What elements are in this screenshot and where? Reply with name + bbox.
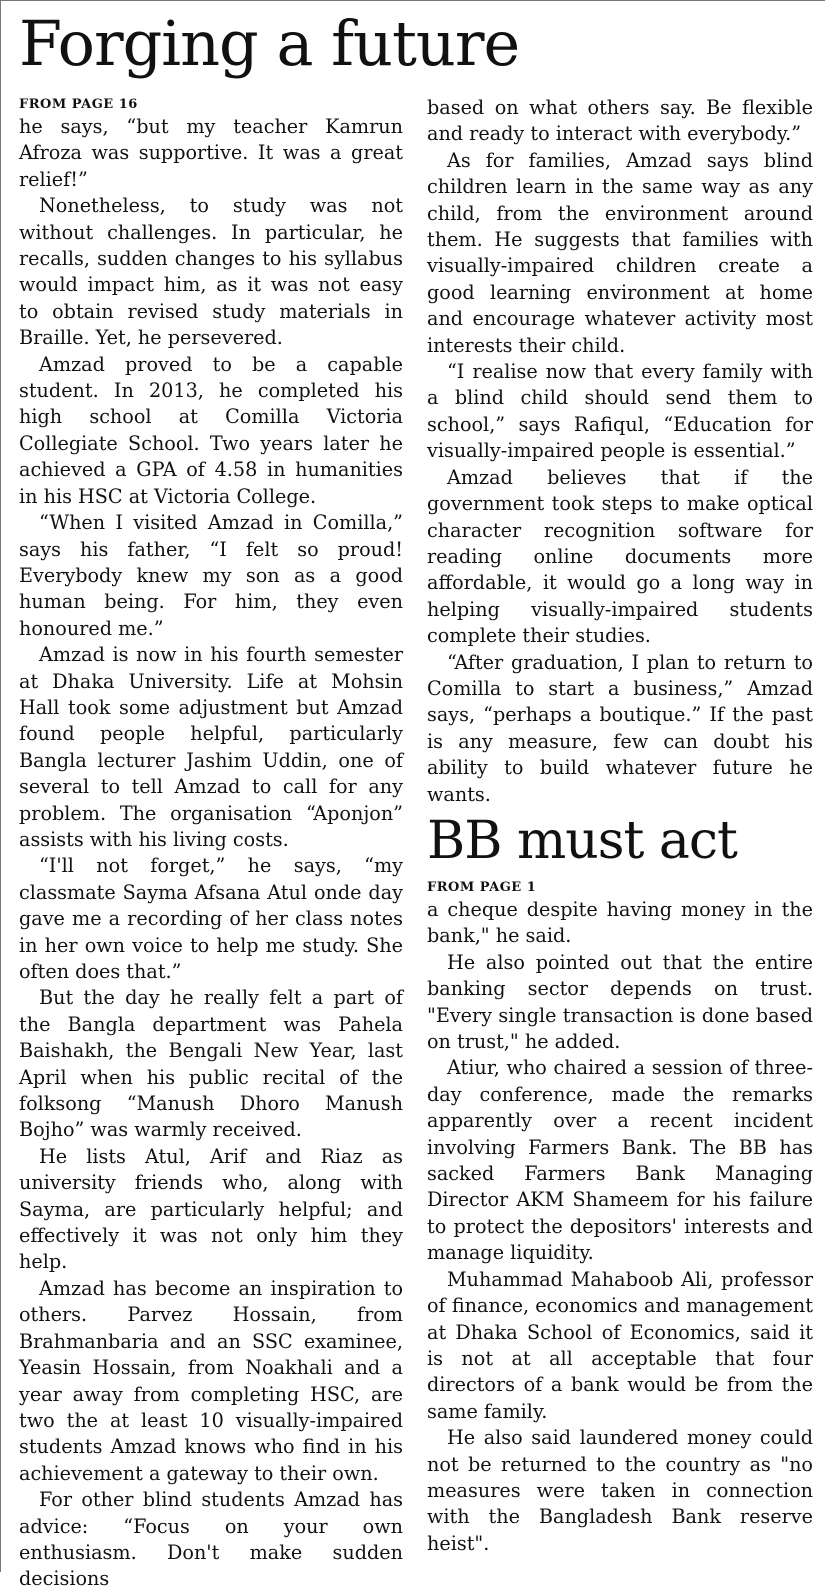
article-paragraph: He lists Atul, Arif and Riaz as university friends who, along with Sayma, are particularly helpful; and effectively it was not only him they help. (19, 1144, 403, 1274)
article-paragraph: he says, “but my teacher Kamrun Afroza was supportive. It was a great relief!” (19, 115, 403, 191)
article-paragraph: Amzad believes that if the government took steps to make optical character recognition software for reading online documents more affordable, it would go a long way in helping visually-impaired students complete their studies. (427, 465, 813, 648)
article-paragraph: “When I visited Amzad in Comilla,” says his father, “I felt so proud! Everybody knew my son as a good human being. For him, they even honoured me.” (19, 511, 403, 640)
article-paragraph: Amzad has become an inspiration to others. Parvez Hossain, from Brahmanbaria and an SSC examinee, Yeasin Hossain, from Noakhali and a year away from completing HSC, are two the at least 10 visually-impaired students Amzad knows who find in his achievement a gateway to their own. (19, 1276, 403, 1485)
article-paragraph: “I realise now that every family with a blind child should send them to school,” says Rafiqul, “Education for visually-impaired people is essential.” (427, 360, 813, 463)
article-paragraph: For other blind students Amzad has advice: “Focus on your own enthusiasm. Don't make sudden decisions (19, 1488, 403, 1591)
article-paragraph: But the day he really felt a part of the Bangla department was Pahela Baishakh, the Bengali New Year, last April when his public recital of the folksong “Manush Dhoro Manush Bojho” was warmly received. (19, 986, 403, 1142)
article-paragraph: a cheque despite having money in the bank," he said. (427, 898, 813, 948)
article-paragraph: He also said laundered money could not be returned to the country as "no measures were taken in connection with the Bangladesh Bank reserve heist". (427, 1426, 813, 1555)
story-headline-bb-must-act: BB must act (427, 811, 737, 871)
story-headline-forging-a-future: Forging a future (19, 7, 520, 80)
article-paragraph: “After graduation, I plan to return to Comilla to start a business,” Amzad says, “perhaps a boutique.” If the past is any measure, few can doubt his ability to build whatever future he wants. (427, 650, 813, 806)
story-column-left (19, 114, 403, 1591)
article-paragraph: Amzad is now in his fourth semester at Dhaka University. Life at Mohsin Hall took some adjustment but Amzad found people helpful, particularly Bangla lecturer Jashim Uddin, one of several to tell Amzad to call for any problem. The organisation “Aponjon” assists with his living costs. (19, 643, 403, 851)
story-column-bb (427, 897, 813, 1572)
article-paragraph: based on what others say. Be flexible and ready to interact with everybody.” (427, 96, 813, 146)
article-paragraph: Nonetheless, to study was not without challenges. In particular, he recalls, sudden changes to his syllabus would impact him, as it was not easy to obtain revised study materials in Braille. Yet, he persevered. (19, 194, 403, 350)
article-paragraph: “I'll not forget,” he says, “my classmate Sayma Afsana Atul onde day gave me a recording of her class notes in her own voice to help me study. She often does that.” (19, 854, 403, 983)
story-column-right (427, 95, 813, 811)
article-paragraph: Muhammad Mahaboob Ali, professor of finance, economics and management at Dhaka School of Economics, said it is not at all acceptable that four directors of a bank would be from the same family. (427, 1267, 813, 1423)
article-paragraph: Atiur, who chaired a session of three-day conference, made the remarks apparently over a recent incident involving Farmers Bank. The BB has sacked Farmers Bank Managing Director AKM Shameem for his failure to protect the depositors' interests and manage liquidity. (427, 1056, 813, 1265)
story-jump-line: FROM PAGE 1 (427, 880, 537, 895)
article-paragraph: He also pointed out that the entire banking sector depends on trust. "Every single transaction is done based on trust," he added. (427, 950, 813, 1054)
story-jump-line: FROM PAGE 16 (19, 97, 138, 112)
article-paragraph: Amzad proved to be a capable student. In 2013, he completed his high school at Comilla Victoria Collegiate School. Two years later he achieved a GPA of 4.58 in humanities in his HSC at Victoria College. (19, 352, 403, 508)
article-paragraph: As for families, Amzad says blind children learn in the same way as any child, from the environment around them. He suggests that families with visually-impaired children create a good learning environment at home and encourage whatever activity most interests their child. (427, 148, 813, 357)
